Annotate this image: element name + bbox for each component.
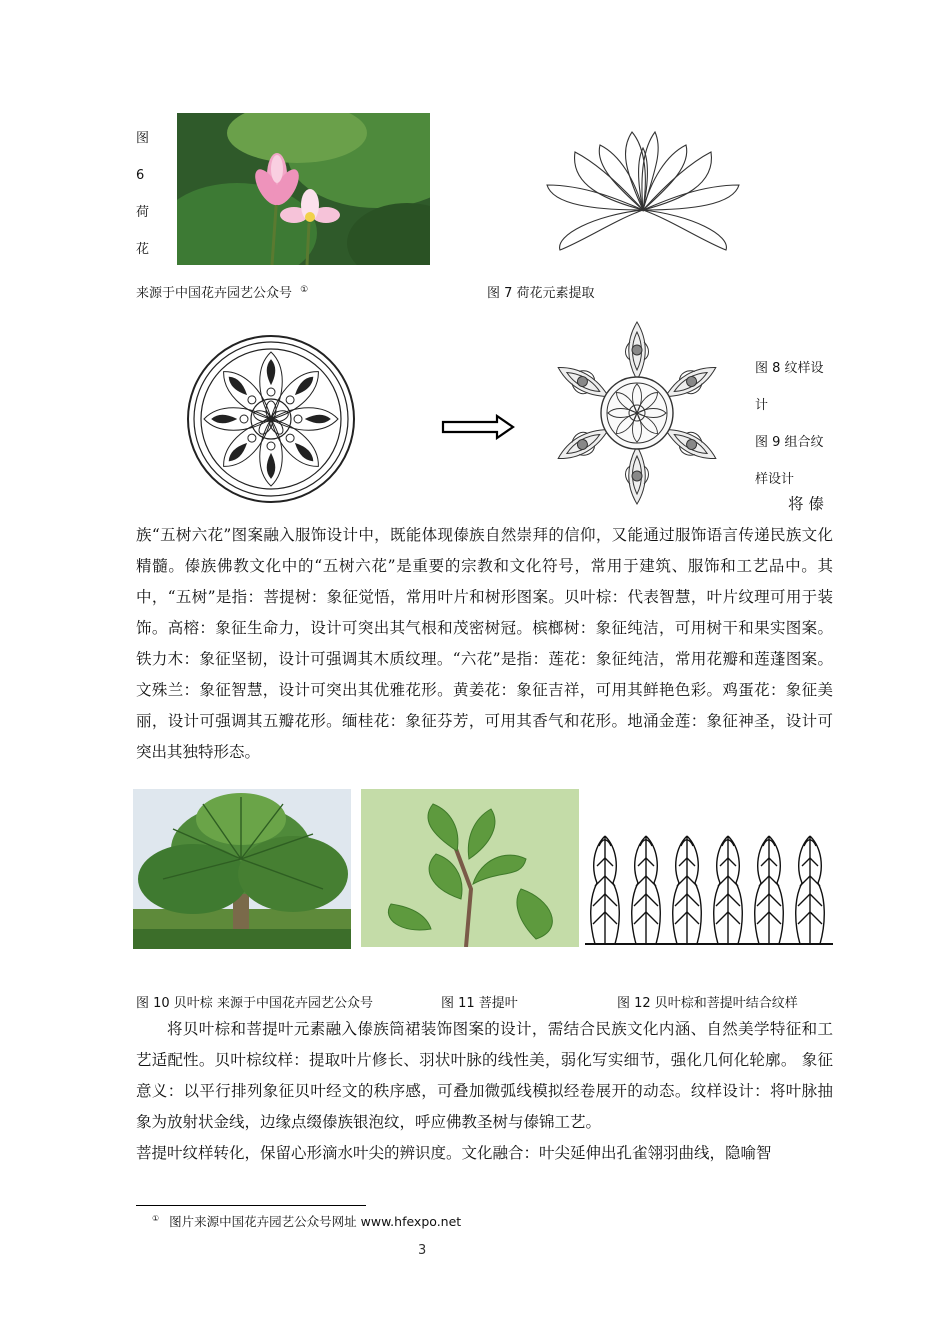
circular-pattern-design [186, 334, 356, 504]
fig8-caption-line2: 计 [755, 398, 769, 413]
footnote-divider [136, 1205, 366, 1206]
paragraph1-body: 族“五树六花”图案融入服饰设计中，既能体现傣族自然崇拜的信仰，又能通过服饰语言传递民族文化精髓。傣族佛教文化中的“五树六花”是重要的宗教和文化符号，常用于建筑、服饰和工艺品中。其中，“五树”是指：菩提树：象征觉悟，常用叶片和树形图案。贝叶棕：代表智慧，叶片纹理可用于装饰。高榕：象征生命力，设计可突出其气根和茂密树冠。槟榔树：象征纯洁，可用树干和果实图案。铁力木：象征坚韧，设计可强调其木质纹理。“六花”是指：莲花：象征纯洁，常用花瓣和莲蓬图案。文殊兰：象征智慧，设计可突出其优雅花形。黄姜花：象征吉祥，可用其鲜艳色彩。鸡蛋花：象征美丽，设计可强调其五瓣花形。缅桂花：象征芬芳，可用其香气和花形。地涌金莲：象征神圣，设计可突出其独特形态。 [136, 526, 833, 761]
right-arrow-icon [441, 414, 515, 440]
paragraph2-body: 将贝叶棕和菩提叶元素融入傣族筒裙装饰图案的设计，需结合民族文化内涵、自然美学特征和工艺适配性。贝叶棕纹样：提取叶片修长、羽状叶脉的线性美，弱化写实细节，强化几何化轮廓。 象征意义：以平行排列象征贝叶经文的秩序感，可叠加微弧线模拟经卷展开的动态。纹样设计：将叶脉抽象为放射状金线，边缘点缀傣族银泡纹，呼应佛教圣树与傣锦工艺。 [136, 1020, 833, 1131]
page-number: 3 [418, 1243, 427, 1258]
footnote [152, 1212, 461, 1230]
footnote-text: 图片来源中国花卉园艺公众号网址 www.hfexpo.net [169, 1214, 462, 1229]
paragraph2-line: 菩提叶纹样转化，保留心形滴水叶尖的辨识度。文化融合：叶尖延伸出孔雀翎羽曲线，隐喻智 [136, 1144, 772, 1162]
fig6-label-char: 花 [136, 242, 150, 257]
fig6-vertical-label [136, 120, 156, 268]
lotus-photo [177, 113, 430, 265]
fig10-caption: 图 10 贝叶棕 来源于中国花卉园艺公众号 [136, 996, 373, 1011]
fig9-caption-line2: 样设计 [755, 472, 795, 487]
footnote-mark: ① [152, 1213, 160, 1223]
fig6-label-char: 荷 [136, 205, 150, 220]
palm-tree-photo [133, 789, 351, 949]
fig6-label-char: 图 [136, 131, 150, 146]
footnote-marker: ① [300, 284, 309, 295]
fig6-caption [136, 282, 308, 301]
fig6-label-char: 6 [136, 168, 145, 183]
fig6-source-text: 来源于中国花卉园艺公众号 [136, 286, 293, 301]
fig8-caption-line1: 图 8 纹样设 [755, 361, 824, 376]
fig9-caption-line1: 图 9 组合纹 [755, 435, 824, 450]
fig11-caption: 图 11 菩提叶 [441, 996, 518, 1011]
paragraph1-lead: 将 傣 [788, 495, 824, 513]
fig8-9-captions [755, 350, 824, 498]
fig12-caption: 图 12 贝叶棕和菩提叶结合纹样 [617, 996, 798, 1011]
lotus-line-drawing [545, 130, 741, 252]
bodhi-leaf-photo [361, 789, 579, 947]
fig7-caption: 图 7 荷花元素提取 [487, 286, 595, 301]
star-combined-pattern [548, 320, 726, 506]
leaf-combined-pattern [585, 828, 833, 946]
